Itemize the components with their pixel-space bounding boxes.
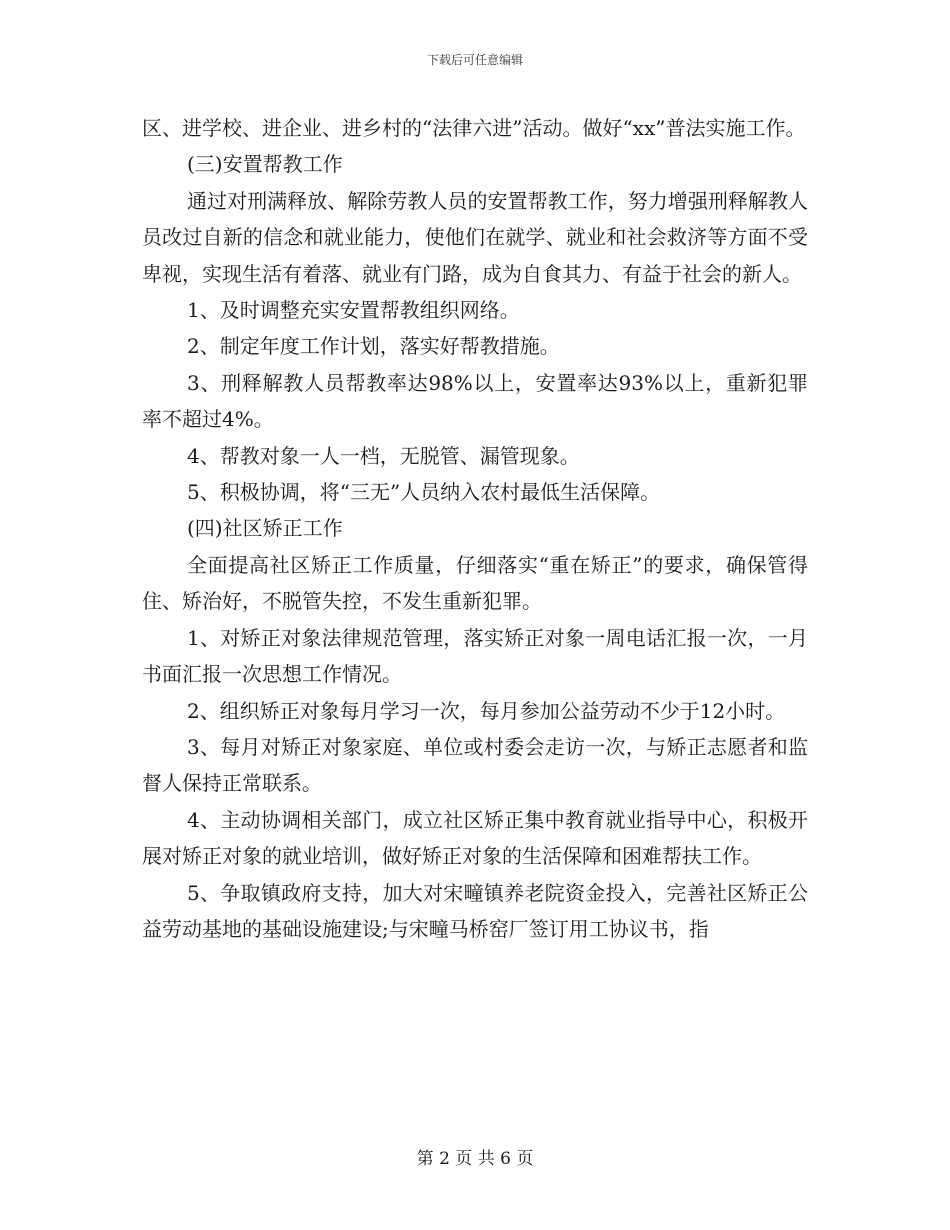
section-heading-community-correction: (四)社区矫正工作 [187,516,343,541]
document-body [142,110,808,947]
paragraph: 通过对刑满释放、解除劳教人员的安置帮教工作，努力增强刑释解教人员改过自新的信念和就业能力，使他们在就学、就业和社会救济等方面不受卑视，实现生活有着落、就业有门路，成为自食其力、有益于社会的新人。 [142,188,808,286]
list-item: 3、每月对矫正对象家庭、单位或村委会走访一次，与矫正志愿者和监督人保持正常联系。 [142,734,808,796]
list-item: 2、组织矫正对象每月学习一次，每月参加公益劳动不少于12小时。 [187,698,786,723]
list-item: 2、制定年度工作计划，落实好帮教措施。 [187,334,560,359]
list-item: 5、积极协调，将“三无”人员纳入农村最低生活保障。 [187,480,661,505]
list-item: 3、刑释解教人员帮教率达98%以上，安置率达93%以上，重新犯罪率不超过4%。 [142,370,808,432]
list-item: 4、帮教对象一人一档，无脱管、漏管现象。 [187,443,580,468]
paragraph: 全面提高社区矫正工作质量，仔细落实“重在矫正”的要求，确保管得住、矫治好，不脱管失控，不发生重新犯罪。 [142,552,808,614]
list-item: 5、争取镇政府支持，加大对宋疃镇养老院资金投入，完善社区矫正公益劳动基地的基础设施建设;与宋疃马桥窑厂签订用工协议书，指 [142,880,808,941]
paragraph-continuation: 区、进学校、进企业、进乡村的“法律六进”活动。做好“xx”普法实施工作。 [142,116,806,140]
list-item: 1、及时调整充实安置帮教组织网络。 [187,298,520,323]
list-item: 1、对矫正对象法律规范管理，落实矫正对象一周电话汇报一次，一月书面汇报一次思想工作情况。 [142,625,808,687]
list-item: 4、主动协调相关部门，成立社区矫正集中教育就业指导中心，积极开展对矫正对象的就业培训，做好矫正对象的生活保障和困难帮扶工作。 [142,807,808,869]
page-number-footer: 第 2 页 共 6 页 [416,1149,534,1169]
section-heading-resettlement: (三)安置帮教工作 [187,152,343,177]
page-header: 下载后可任意编辑 [426,53,523,67]
